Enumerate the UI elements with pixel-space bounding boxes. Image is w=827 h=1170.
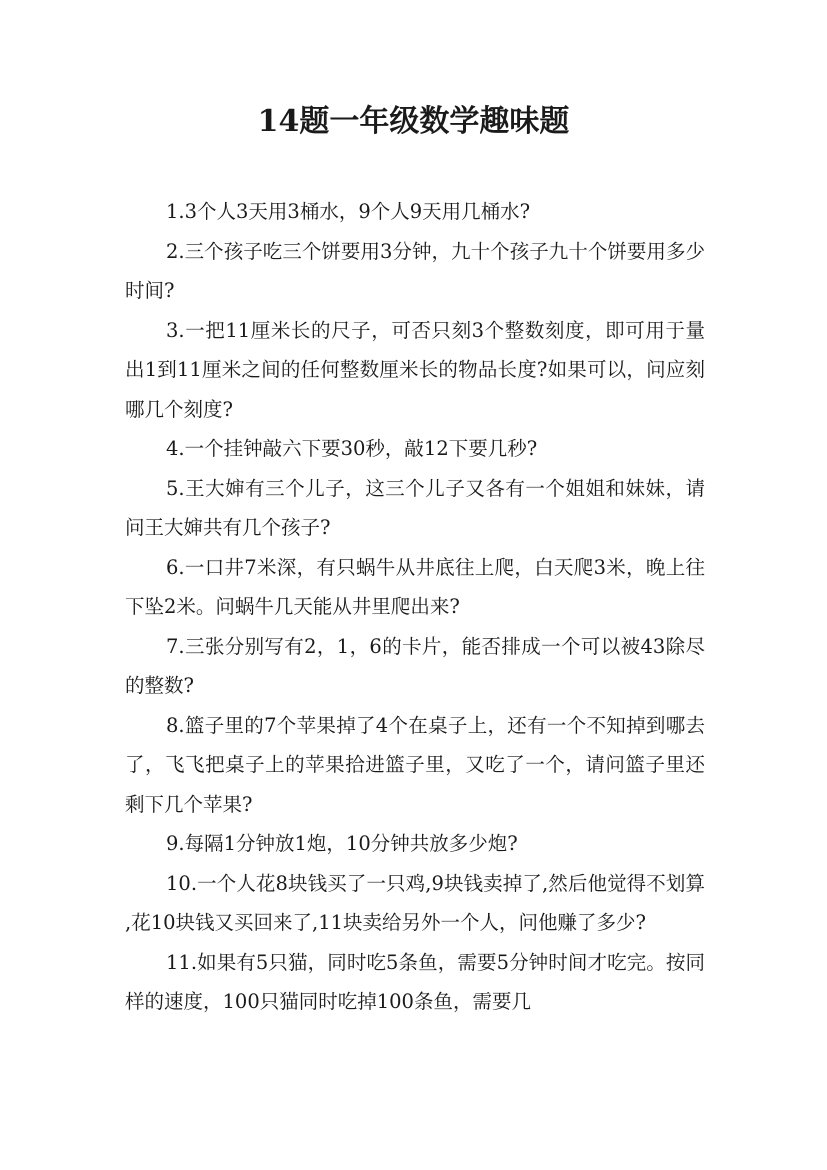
question-7: 7.三张分别写有2，1，6的卡片，能否排成一个可以被43除尽的整数?	[125, 634, 705, 697]
question-5: 5.王大婶有三个儿子，这三个儿子又各有一个姐姐和妹妹，请问王大婶共有几个孩子?	[125, 476, 705, 539]
question-9: 9.每隔1分钟放1炮，10分钟共放多少炮?	[166, 832, 518, 855]
question-6: 6.一口井7米深，有只蜗牛从井底往上爬，白天爬3米，晚上往下坠2米。问蜗牛几天能从井里爬出来?	[125, 555, 705, 618]
page-title: 14题一年级数学趣味题	[257, 104, 570, 139]
question-8: 8.篮子里的7个苹果掉了4个在桌子上，还有一个不知掉到哪去了，飞飞把桌子上的苹果拾进篮子里，又吃了一个，请问篮子里还剩下几个苹果?	[125, 713, 705, 816]
question-1: 1.3个人3天用3桶水，9个人9天用几桶水?	[166, 200, 531, 223]
question-4: 4.一个挂钟敲六下要30秒，敲12下要几秒?	[166, 437, 538, 460]
question-10: 10.一个人花8块钱买了一只鸡,9块钱卖掉了,然后他觉得不划算,花10块钱又买回来了,11块卖给另外一个人，问他赚了多少?	[125, 871, 705, 934]
question-list	[125, 192, 705, 1022]
question-2: 2.三个孩子吃三个饼要用3分钟，九十个孩子九十个饼要用多少时间?	[125, 239, 705, 302]
question-3: 3.一把11厘米长的尺子，可否只刻3个整数刻度，即可用于量出1到11厘米之间的任何整数厘米长的物品长度?如果可以，问应刻哪几个刻度?	[125, 318, 705, 421]
question-11: 11.如果有5只猫，同时吃5条鱼，需要5分钟时间才吃完。按同样的速度，100只猫同时吃掉100条鱼，需要几	[125, 950, 705, 1013]
